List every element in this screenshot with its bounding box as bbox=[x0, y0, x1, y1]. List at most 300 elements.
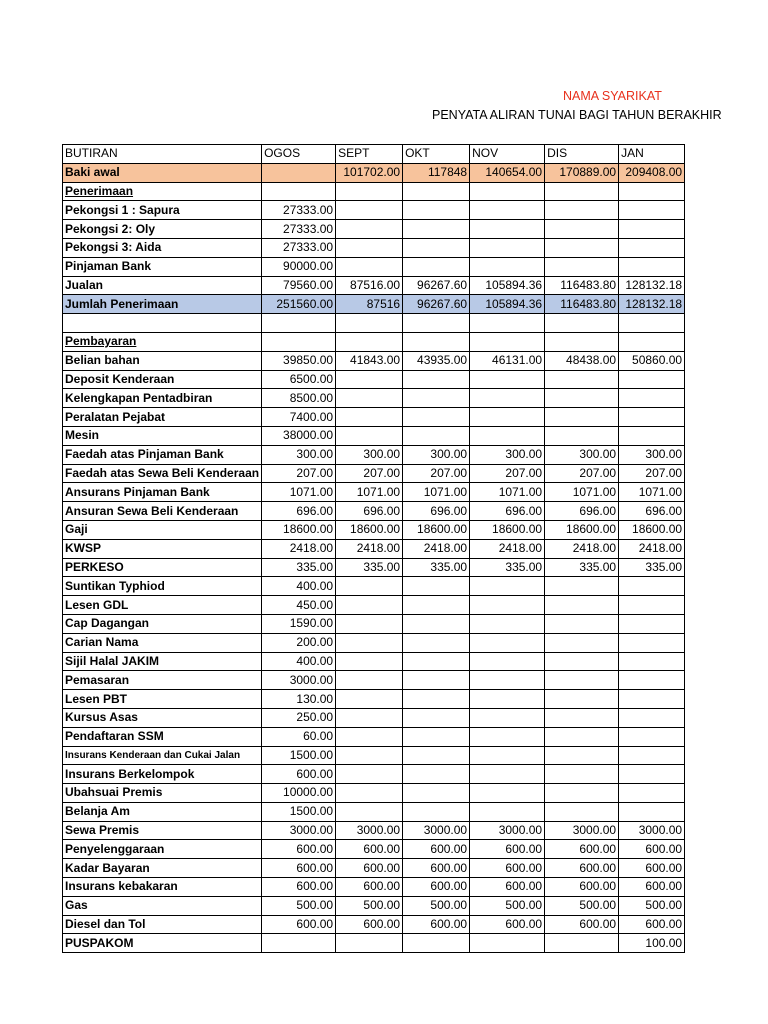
value-cell[interactable]: 300.00 bbox=[336, 445, 403, 464]
value-cell[interactable] bbox=[403, 314, 470, 333]
value-cell[interactable] bbox=[336, 802, 403, 821]
value-cell[interactable] bbox=[545, 596, 619, 615]
value-cell[interactable] bbox=[336, 408, 403, 427]
value-cell[interactable]: 250.00 bbox=[262, 708, 336, 727]
value-cell[interactable] bbox=[403, 671, 470, 690]
value-cell[interactable] bbox=[470, 408, 545, 427]
value-cell[interactable]: 500.00 bbox=[336, 896, 403, 915]
value-cell[interactable] bbox=[545, 633, 619, 652]
value-cell[interactable] bbox=[262, 934, 336, 953]
value-cell[interactable]: 600.00 bbox=[403, 840, 470, 859]
value-cell[interactable] bbox=[403, 220, 470, 239]
value-cell[interactable] bbox=[336, 314, 403, 333]
row-label-cell[interactable]: Belanja Am bbox=[63, 802, 262, 821]
value-cell[interactable]: 600.00 bbox=[470, 859, 545, 878]
value-cell[interactable]: 500.00 bbox=[619, 896, 685, 915]
column-header-sept[interactable]: SEPT bbox=[336, 145, 403, 164]
column-header-ogos[interactable]: OGOS bbox=[262, 145, 336, 164]
value-cell[interactable]: 600.00 bbox=[545, 915, 619, 934]
value-cell[interactable]: 300.00 bbox=[262, 445, 336, 464]
value-cell[interactable]: 18600.00 bbox=[403, 520, 470, 539]
value-cell[interactable]: 400.00 bbox=[262, 577, 336, 596]
value-cell[interactable]: 18600.00 bbox=[619, 520, 685, 539]
value-cell[interactable] bbox=[545, 238, 619, 257]
value-cell[interactable] bbox=[470, 727, 545, 746]
row-label-cell[interactable]: Suntikan Typhiod bbox=[63, 577, 262, 596]
value-cell[interactable]: 696.00 bbox=[336, 502, 403, 521]
value-cell[interactable] bbox=[619, 746, 685, 765]
value-cell[interactable]: 300.00 bbox=[619, 445, 685, 464]
value-cell[interactable] bbox=[403, 727, 470, 746]
value-cell[interactable]: 696.00 bbox=[470, 502, 545, 521]
value-cell[interactable]: 600.00 bbox=[545, 878, 619, 897]
value-cell[interactable]: 600.00 bbox=[336, 859, 403, 878]
value-cell[interactable] bbox=[403, 238, 470, 257]
value-cell[interactable]: 90000.00 bbox=[262, 257, 336, 276]
row-label-cell[interactable]: Pekongsi 3: Aida bbox=[63, 238, 262, 257]
value-cell[interactable]: 60.00 bbox=[262, 727, 336, 746]
value-cell[interactable] bbox=[619, 690, 685, 709]
value-cell[interactable] bbox=[336, 182, 403, 201]
value-cell[interactable] bbox=[545, 201, 619, 220]
value-cell[interactable]: 600.00 bbox=[545, 840, 619, 859]
value-cell[interactable]: 27333.00 bbox=[262, 220, 336, 239]
value-cell[interactable]: 100.00 bbox=[619, 934, 685, 953]
value-cell[interactable] bbox=[545, 220, 619, 239]
value-cell[interactable]: 3000.00 bbox=[262, 671, 336, 690]
value-cell[interactable] bbox=[619, 182, 685, 201]
value-cell[interactable] bbox=[470, 934, 545, 953]
value-cell[interactable] bbox=[336, 238, 403, 257]
row-label-cell[interactable]: Gaji bbox=[63, 520, 262, 539]
value-cell[interactable] bbox=[336, 671, 403, 690]
value-cell[interactable]: 1071.00 bbox=[545, 483, 619, 502]
value-cell[interactable] bbox=[470, 708, 545, 727]
value-cell[interactable] bbox=[545, 652, 619, 671]
value-cell[interactable] bbox=[403, 182, 470, 201]
value-cell[interactable] bbox=[619, 708, 685, 727]
value-cell[interactable]: 600.00 bbox=[336, 878, 403, 897]
row-label-cell[interactable]: Ansuran Sewa Beli Kenderaan bbox=[63, 502, 262, 521]
value-cell[interactable]: 600.00 bbox=[262, 840, 336, 859]
value-cell[interactable]: 500.00 bbox=[545, 896, 619, 915]
value-cell[interactable] bbox=[619, 370, 685, 389]
value-cell[interactable] bbox=[545, 690, 619, 709]
value-cell[interactable] bbox=[336, 633, 403, 652]
value-cell[interactable] bbox=[470, 633, 545, 652]
row-label-cell[interactable]: Faedah atas Pinjaman Bank bbox=[63, 445, 262, 464]
value-cell[interactable]: 48438.00 bbox=[545, 351, 619, 370]
value-cell[interactable] bbox=[336, 577, 403, 596]
value-cell[interactable] bbox=[470, 652, 545, 671]
row-label-cell[interactable]: Kursus Asas bbox=[63, 708, 262, 727]
value-cell[interactable]: 209408.00 bbox=[619, 163, 685, 182]
row-label-cell[interactable]: Pekongsi 1 : Sapura bbox=[63, 201, 262, 220]
value-cell[interactable] bbox=[545, 671, 619, 690]
value-cell[interactable] bbox=[470, 765, 545, 784]
value-cell[interactable]: 27333.00 bbox=[262, 238, 336, 257]
value-cell[interactable]: 46131.00 bbox=[470, 351, 545, 370]
row-label-cell[interactable] bbox=[63, 332, 262, 351]
value-cell[interactable] bbox=[470, 577, 545, 596]
row-label-cell[interactable]: PERKESO bbox=[63, 558, 262, 577]
value-cell[interactable]: 8500.00 bbox=[262, 389, 336, 408]
value-cell[interactable]: 3000.00 bbox=[470, 821, 545, 840]
value-cell[interactable]: 696.00 bbox=[262, 502, 336, 521]
value-cell[interactable] bbox=[619, 408, 685, 427]
value-cell[interactable]: 1500.00 bbox=[262, 746, 336, 765]
value-cell[interactable] bbox=[545, 426, 619, 445]
value-cell[interactable] bbox=[403, 257, 470, 276]
value-cell[interactable] bbox=[403, 389, 470, 408]
value-cell[interactable]: 600.00 bbox=[619, 878, 685, 897]
column-header-butiran[interactable]: BUTIRAN bbox=[63, 145, 262, 164]
value-cell[interactable] bbox=[619, 238, 685, 257]
value-cell[interactable]: 207.00 bbox=[262, 464, 336, 483]
value-cell[interactable] bbox=[470, 182, 545, 201]
value-cell[interactable] bbox=[619, 332, 685, 351]
value-cell[interactable] bbox=[403, 784, 470, 803]
value-cell[interactable] bbox=[619, 389, 685, 408]
value-cell[interactable] bbox=[403, 802, 470, 821]
value-cell[interactable]: 101702.00 bbox=[336, 163, 403, 182]
value-cell[interactable] bbox=[545, 614, 619, 633]
value-cell[interactable]: 207.00 bbox=[545, 464, 619, 483]
value-cell[interactable] bbox=[545, 408, 619, 427]
value-cell[interactable] bbox=[470, 201, 545, 220]
value-cell[interactable] bbox=[545, 389, 619, 408]
value-cell[interactable] bbox=[336, 370, 403, 389]
value-cell[interactable]: 105894.36 bbox=[470, 276, 545, 295]
value-cell[interactable] bbox=[545, 314, 619, 333]
value-cell[interactable]: 300.00 bbox=[545, 445, 619, 464]
value-cell[interactable]: 600.00 bbox=[619, 840, 685, 859]
row-label-cell[interactable]: Pinjaman Bank bbox=[63, 257, 262, 276]
row-label-cell[interactable]: Jualan bbox=[63, 276, 262, 295]
value-cell[interactable]: 6500.00 bbox=[262, 370, 336, 389]
column-header-dis[interactable]: DIS bbox=[545, 145, 619, 164]
value-cell[interactable]: 128132.18 bbox=[619, 276, 685, 295]
value-cell[interactable]: 600.00 bbox=[545, 859, 619, 878]
value-cell[interactable] bbox=[403, 652, 470, 671]
value-cell[interactable]: 2418.00 bbox=[403, 539, 470, 558]
value-cell[interactable]: 600.00 bbox=[336, 840, 403, 859]
value-cell[interactable] bbox=[403, 746, 470, 765]
value-cell[interactable] bbox=[403, 426, 470, 445]
value-cell[interactable]: 450.00 bbox=[262, 596, 336, 615]
value-cell[interactable]: 1590.00 bbox=[262, 614, 336, 633]
value-cell[interactable] bbox=[619, 426, 685, 445]
value-cell[interactable] bbox=[403, 633, 470, 652]
value-cell[interactable] bbox=[403, 201, 470, 220]
value-cell[interactable] bbox=[470, 314, 545, 333]
value-cell[interactable] bbox=[470, 257, 545, 276]
value-cell[interactable] bbox=[403, 370, 470, 389]
column-header-nov[interactable]: NOV bbox=[470, 145, 545, 164]
value-cell[interactable] bbox=[470, 746, 545, 765]
value-cell[interactable]: 96267.60 bbox=[403, 295, 470, 314]
value-cell[interactable]: 18600.00 bbox=[262, 520, 336, 539]
value-cell[interactable]: 335.00 bbox=[545, 558, 619, 577]
value-cell[interactable]: 1071.00 bbox=[403, 483, 470, 502]
value-cell[interactable]: 50860.00 bbox=[619, 351, 685, 370]
value-cell[interactable]: 207.00 bbox=[619, 464, 685, 483]
row-label-cell[interactable]: Ansurans Pinjaman Bank bbox=[63, 483, 262, 502]
value-cell[interactable] bbox=[619, 652, 685, 671]
value-cell[interactable] bbox=[403, 708, 470, 727]
value-cell[interactable]: 1500.00 bbox=[262, 802, 336, 821]
row-label-cell[interactable] bbox=[63, 182, 262, 201]
value-cell[interactable] bbox=[403, 690, 470, 709]
row-label-cell[interactable]: Mesin bbox=[63, 426, 262, 445]
value-cell[interactable] bbox=[403, 596, 470, 615]
row-label-cell[interactable]: Gas bbox=[63, 896, 262, 915]
value-cell[interactable]: 79560.00 bbox=[262, 276, 336, 295]
value-cell[interactable] bbox=[470, 596, 545, 615]
row-label-cell[interactable]: Belian bahan bbox=[63, 351, 262, 370]
value-cell[interactable]: 300.00 bbox=[470, 445, 545, 464]
value-cell[interactable] bbox=[262, 163, 336, 182]
value-cell[interactable]: 116483.80 bbox=[545, 295, 619, 314]
value-cell[interactable]: 207.00 bbox=[470, 464, 545, 483]
row-label-cell[interactable]: Insurans kebakaran bbox=[63, 878, 262, 897]
row-label-cell[interactable]: KWSP bbox=[63, 539, 262, 558]
value-cell[interactable] bbox=[545, 370, 619, 389]
row-label-cell[interactable]: Deposit Kenderaan bbox=[63, 370, 262, 389]
value-cell[interactable] bbox=[470, 671, 545, 690]
value-cell[interactable]: 207.00 bbox=[403, 464, 470, 483]
value-cell[interactable] bbox=[470, 389, 545, 408]
value-cell[interactable] bbox=[545, 577, 619, 596]
value-cell[interactable]: 335.00 bbox=[619, 558, 685, 577]
row-label-cell[interactable]: Lesen PBT bbox=[63, 690, 262, 709]
value-cell[interactable] bbox=[470, 370, 545, 389]
value-cell[interactable] bbox=[336, 389, 403, 408]
value-cell[interactable] bbox=[470, 690, 545, 709]
value-cell[interactable]: 400.00 bbox=[262, 652, 336, 671]
value-cell[interactable]: 3000.00 bbox=[545, 821, 619, 840]
row-label-cell[interactable]: Insurans Berkelompok bbox=[63, 765, 262, 784]
row-label-cell[interactable]: Penyelenggaraan bbox=[63, 840, 262, 859]
value-cell[interactable] bbox=[619, 314, 685, 333]
value-cell[interactable] bbox=[545, 934, 619, 953]
value-cell[interactable]: 38000.00 bbox=[262, 426, 336, 445]
value-cell[interactable] bbox=[336, 652, 403, 671]
value-cell[interactable]: 600.00 bbox=[403, 878, 470, 897]
value-cell[interactable]: 696.00 bbox=[545, 502, 619, 521]
value-cell[interactable]: 117848 bbox=[403, 163, 470, 182]
value-cell[interactable]: 335.00 bbox=[403, 558, 470, 577]
value-cell[interactable] bbox=[619, 577, 685, 596]
value-cell[interactable]: 600.00 bbox=[470, 878, 545, 897]
value-cell[interactable]: 2418.00 bbox=[262, 539, 336, 558]
row-label-cell[interactable] bbox=[63, 314, 262, 333]
value-cell[interactable]: 2418.00 bbox=[545, 539, 619, 558]
value-cell[interactable] bbox=[336, 727, 403, 746]
value-cell[interactable]: 600.00 bbox=[262, 915, 336, 934]
value-cell[interactable] bbox=[470, 238, 545, 257]
value-cell[interactable] bbox=[545, 332, 619, 351]
value-cell[interactable]: 3000.00 bbox=[262, 821, 336, 840]
value-cell[interactable]: 696.00 bbox=[403, 502, 470, 521]
value-cell[interactable]: 335.00 bbox=[336, 558, 403, 577]
value-cell[interactable] bbox=[336, 426, 403, 445]
value-cell[interactable]: 500.00 bbox=[262, 896, 336, 915]
row-label-cell[interactable]: Kelengkapan Pentadbiran bbox=[63, 389, 262, 408]
column-header-okt[interactable]: OKT bbox=[403, 145, 470, 164]
row-label-cell[interactable]: Sijil Halal JAKIM bbox=[63, 652, 262, 671]
value-cell[interactable]: 600.00 bbox=[403, 859, 470, 878]
value-cell[interactable] bbox=[262, 332, 336, 351]
value-cell[interactable] bbox=[403, 614, 470, 633]
value-cell[interactable]: 335.00 bbox=[262, 558, 336, 577]
row-label-cell[interactable]: Diesel dan Tol bbox=[63, 915, 262, 934]
value-cell[interactable]: 200.00 bbox=[262, 633, 336, 652]
value-cell[interactable] bbox=[545, 708, 619, 727]
value-cell[interactable] bbox=[336, 784, 403, 803]
value-cell[interactable] bbox=[336, 596, 403, 615]
value-cell[interactable]: 600.00 bbox=[262, 765, 336, 784]
value-cell[interactable]: 18600.00 bbox=[545, 520, 619, 539]
value-cell[interactable]: 600.00 bbox=[470, 840, 545, 859]
value-cell[interactable]: 3000.00 bbox=[336, 821, 403, 840]
value-cell[interactable]: 300.00 bbox=[403, 445, 470, 464]
row-label-cell[interactable]: Peralatan Pejabat bbox=[63, 408, 262, 427]
value-cell[interactable] bbox=[470, 426, 545, 445]
value-cell[interactable]: 600.00 bbox=[262, 859, 336, 878]
value-cell[interactable]: 10000.00 bbox=[262, 784, 336, 803]
row-label-cell[interactable]: Lesen GDL bbox=[63, 596, 262, 615]
value-cell[interactable]: 1071.00 bbox=[619, 483, 685, 502]
value-cell[interactable] bbox=[545, 802, 619, 821]
value-cell[interactable]: 96267.60 bbox=[403, 276, 470, 295]
value-cell[interactable]: 130.00 bbox=[262, 690, 336, 709]
value-cell[interactable]: 600.00 bbox=[336, 915, 403, 934]
value-cell[interactable] bbox=[545, 765, 619, 784]
value-cell[interactable]: 87516 bbox=[336, 295, 403, 314]
value-cell[interactable]: 7400.00 bbox=[262, 408, 336, 427]
value-cell[interactable]: 600.00 bbox=[470, 915, 545, 934]
row-label-cell[interactable]: Insurans Kenderaan dan Cukai Jalan bbox=[63, 746, 262, 765]
value-cell[interactable]: 116483.80 bbox=[545, 276, 619, 295]
value-cell[interactable]: 105894.36 bbox=[470, 295, 545, 314]
value-cell[interactable] bbox=[336, 614, 403, 633]
value-cell[interactable]: 2418.00 bbox=[470, 539, 545, 558]
value-cell[interactable] bbox=[336, 220, 403, 239]
row-label-cell[interactable]: Ubahsuai Premis bbox=[63, 784, 262, 803]
value-cell[interactable]: 27333.00 bbox=[262, 201, 336, 220]
value-cell[interactable] bbox=[262, 314, 336, 333]
value-cell[interactable] bbox=[336, 765, 403, 784]
value-cell[interactable] bbox=[470, 614, 545, 633]
row-label-cell[interactable]: Jumlah Penerimaan bbox=[63, 295, 262, 314]
value-cell[interactable]: 2418.00 bbox=[336, 539, 403, 558]
value-cell[interactable] bbox=[619, 633, 685, 652]
value-cell[interactable]: 3000.00 bbox=[619, 821, 685, 840]
row-label-cell[interactable]: Faedah atas Sewa Beli Kenderaan bbox=[63, 464, 262, 483]
value-cell[interactable] bbox=[403, 332, 470, 351]
row-label-cell[interactable]: PUSPAKOM bbox=[63, 934, 262, 953]
value-cell[interactable] bbox=[336, 332, 403, 351]
value-cell[interactable] bbox=[336, 746, 403, 765]
value-cell[interactable]: 1071.00 bbox=[470, 483, 545, 502]
value-cell[interactable]: 18600.00 bbox=[470, 520, 545, 539]
value-cell[interactable] bbox=[545, 784, 619, 803]
value-cell[interactable]: 207.00 bbox=[336, 464, 403, 483]
value-cell[interactable]: 600.00 bbox=[403, 915, 470, 934]
value-cell[interactable]: 2418.00 bbox=[619, 539, 685, 558]
value-cell[interactable] bbox=[619, 784, 685, 803]
value-cell[interactable] bbox=[403, 577, 470, 596]
value-cell[interactable] bbox=[470, 220, 545, 239]
value-cell[interactable] bbox=[545, 727, 619, 746]
value-cell[interactable] bbox=[262, 182, 336, 201]
value-cell[interactable]: 3000.00 bbox=[403, 821, 470, 840]
value-cell[interactable]: 251560.00 bbox=[262, 295, 336, 314]
value-cell[interactable] bbox=[545, 746, 619, 765]
value-cell[interactable]: 39850.00 bbox=[262, 351, 336, 370]
value-cell[interactable] bbox=[403, 408, 470, 427]
value-cell[interactable] bbox=[619, 765, 685, 784]
value-cell[interactable] bbox=[336, 257, 403, 276]
value-cell[interactable] bbox=[470, 784, 545, 803]
value-cell[interactable]: 43935.00 bbox=[403, 351, 470, 370]
value-cell[interactable] bbox=[403, 934, 470, 953]
value-cell[interactable] bbox=[336, 934, 403, 953]
value-cell[interactable]: 335.00 bbox=[470, 558, 545, 577]
row-label-cell[interactable]: Kadar Bayaran bbox=[63, 859, 262, 878]
value-cell[interactable]: 696.00 bbox=[619, 502, 685, 521]
value-cell[interactable]: 600.00 bbox=[262, 878, 336, 897]
row-label-cell[interactable]: Sewa Premis bbox=[63, 821, 262, 840]
value-cell[interactable] bbox=[619, 220, 685, 239]
value-cell[interactable] bbox=[619, 257, 685, 276]
value-cell[interactable]: 500.00 bbox=[470, 896, 545, 915]
value-cell[interactable] bbox=[619, 201, 685, 220]
value-cell[interactable] bbox=[619, 614, 685, 633]
value-cell[interactable] bbox=[619, 596, 685, 615]
value-cell[interactable]: 500.00 bbox=[403, 896, 470, 915]
row-label-cell[interactable]: Cap Dagangan bbox=[63, 614, 262, 633]
value-cell[interactable]: 140654.00 bbox=[470, 163, 545, 182]
value-cell[interactable]: 41843.00 bbox=[336, 351, 403, 370]
value-cell[interactable] bbox=[545, 257, 619, 276]
row-label-cell[interactable]: Baki awal bbox=[63, 163, 262, 182]
value-cell[interactable]: 1071.00 bbox=[336, 483, 403, 502]
value-cell[interactable]: 600.00 bbox=[619, 915, 685, 934]
value-cell[interactable] bbox=[545, 182, 619, 201]
value-cell[interactable] bbox=[336, 708, 403, 727]
column-header-jan[interactable]: JAN bbox=[619, 145, 685, 164]
value-cell[interactable] bbox=[619, 727, 685, 746]
value-cell[interactable] bbox=[470, 802, 545, 821]
value-cell[interactable]: 1071.00 bbox=[262, 483, 336, 502]
value-cell[interactable] bbox=[470, 332, 545, 351]
value-cell[interactable]: 87516.00 bbox=[336, 276, 403, 295]
row-label-cell[interactable]: Pekongsi 2: Oly bbox=[63, 220, 262, 239]
value-cell[interactable] bbox=[336, 201, 403, 220]
value-cell[interactable] bbox=[403, 765, 470, 784]
value-cell[interactable] bbox=[336, 690, 403, 709]
row-label-cell[interactable]: Pendaftaran SSM bbox=[63, 727, 262, 746]
value-cell[interactable] bbox=[619, 802, 685, 821]
value-cell[interactable]: 600.00 bbox=[619, 859, 685, 878]
row-label-cell[interactable]: Carian Nama bbox=[63, 633, 262, 652]
value-cell[interactable]: 170889.00 bbox=[545, 163, 619, 182]
value-cell[interactable] bbox=[619, 671, 685, 690]
value-cell[interactable]: 18600.00 bbox=[336, 520, 403, 539]
value-cell[interactable]: 128132.18 bbox=[619, 295, 685, 314]
